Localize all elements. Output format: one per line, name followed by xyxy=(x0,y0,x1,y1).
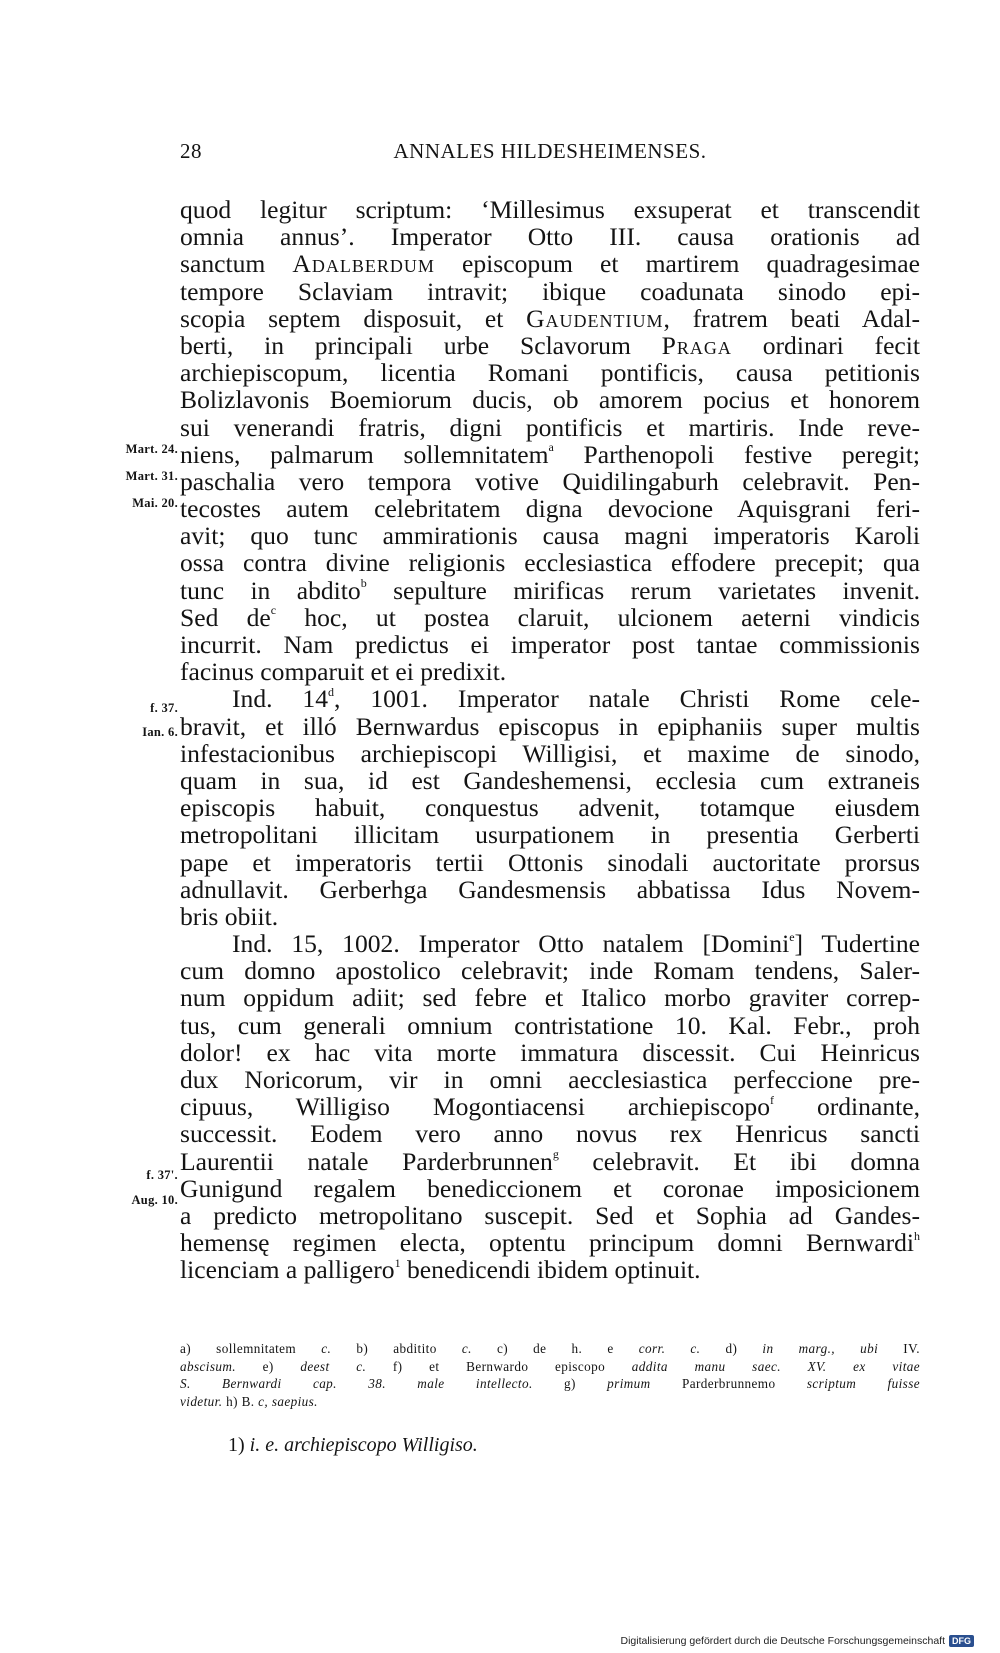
text-line: scopia septem disposuit, et Gaudentium, fratrem beati Adal- xyxy=(180,303,920,333)
margin-date-ian-6: Ian. 6. xyxy=(142,725,178,739)
text-line: Sed $de^c$ hoc, ut postea claruit, ulcionem aeterni vindicis xyxy=(180,602,920,632)
main-text xyxy=(180,196,920,1284)
margin-date-aug-10: Aug. 10. xyxy=(131,1193,178,1207)
text-line: tus, cum generali omnium contristatione 10. Kal. Febr., proh xyxy=(180,1010,920,1040)
text-line: archiepiscopum, licentia Romani pontificis, causa petitionis xyxy=(180,358,920,388)
page-number: 28 xyxy=(180,139,202,163)
apparatus-line: videtur. h) B. c, saepius. xyxy=(180,1393,318,1409)
text-line: avit; quo tunc ammirationis causa magni imperatoris Karoli xyxy=(180,521,920,551)
apparatus-line: S. Bernwardi cap. 38. male intellecto. g) primum Parderbrunnemo scriptum fuisse xyxy=(180,1376,920,1391)
text-line: infestacionibus archiepiscopi Willigisi, et maxime de sinodo, xyxy=(180,738,920,768)
text-line: bris obiit. xyxy=(180,901,279,931)
note-mark: c xyxy=(270,603,277,618)
apparatus-line: a) sollemnitatem c. b) abditito c. c) de h. e corr. c. d) in marg., ubi IV. xyxy=(180,1341,920,1356)
text-line: dolor! ex hac vita morte immatura discessit. Cui Heinricus xyxy=(180,1037,920,1067)
digitization-credit xyxy=(620,1635,974,1647)
margin-date-mart-24: Mart. 24. xyxy=(125,442,178,456)
apparatus-line: abscisum. e) deest c. f) et Bernwardo episcopo addita manu saec. XV. ex vitae xyxy=(180,1358,921,1374)
text-line: tempore Sclaviam intravit; ibique coadunata sinodo epi- xyxy=(180,276,920,306)
note-mark: d xyxy=(328,684,335,699)
text-line: incurrit. Nam predictus ei imperator post tantae commissionis xyxy=(180,630,920,659)
margin-date-mai-20: Mai. 20. xyxy=(132,496,178,510)
text-line: Gunigund regalem benediccionem et coronae imposicionem xyxy=(180,1173,920,1203)
text-line: metropolitani illicitam usurpationem in presentia Gerberti xyxy=(180,820,920,850)
text-line: Ind. 14$^d$, 1001. Imperator natale Christi Rome cele- xyxy=(232,684,921,714)
footnote-text: i. e. archiepiscopo Willigiso. xyxy=(244,1434,478,1456)
note-mark: h xyxy=(914,1228,920,1243)
text-line: ossa contra divine religionis ecclesiastica effodere precepit; qua xyxy=(180,548,920,578)
text-line: niens, palmarum sollemnitatem$^a$ Parthenopoli festive peregit; xyxy=(180,439,920,469)
text-line: facinus comparuit et ei predixit. xyxy=(180,657,507,687)
text-line: hemensę regimen electa, optentu principum domni Bernwardi$^h$ xyxy=(180,1228,920,1258)
text-line: a predicto metropolitano suscepit. Sed et Sophia ad Gandes- xyxy=(180,1200,920,1230)
critical-apparatus xyxy=(180,1340,920,1410)
text-line: berti, in principali urbe Sclavorum Praga ordinari fecit xyxy=(180,330,921,360)
text-line: Ind. 15, 1002. Imperator Otto natalem [Domini$^e$] Tudertine xyxy=(232,929,920,959)
text-line: episcopis habuit, conquestus advenit, totamque eiusdem xyxy=(180,793,920,823)
text-line: paschalia vero tempora votive Quidilingaburh celebravit. Pen- xyxy=(180,466,920,496)
footnote-number: 1) xyxy=(228,1434,245,1456)
text-line: Laurentii natale Parderbrunnen$^g$ celebravit. Et ibi domna xyxy=(180,1146,920,1176)
note-mark: 1 xyxy=(394,1255,401,1270)
text-line: successit. Eodem vero anno novus rex Henricus sancti xyxy=(180,1119,920,1149)
text-line: licenciam a palligero$^1$ benedicendi ibidem optinuit. xyxy=(180,1255,701,1285)
name-gaudentium: Gaudentium xyxy=(526,303,664,333)
note-mark: f xyxy=(770,1092,775,1107)
name-adalberdum: Adalberdum xyxy=(292,249,435,279)
text-line: num oppidum adiit; sed febre et Italico morbo graviter correp- xyxy=(180,983,920,1013)
text-line: pape et imperatoris tertii Ottonis sinodali auctoritate prorsus xyxy=(180,847,920,877)
note-mark: a xyxy=(548,440,554,455)
text-line: cum domno apostolico celebravit; inde Romam tendens, Saler- xyxy=(180,956,920,986)
text-line: omnia annus’. Imperator Otto III. causa orationis ad xyxy=(180,222,920,252)
text-line: cipuus, Willigiso Mogontiacensi archiepiscopo$^f$ ordinante, xyxy=(180,1092,920,1122)
note-mark: g xyxy=(552,1147,559,1162)
dfg-logo-icon: DFG xyxy=(949,1635,974,1647)
text-line: adnullavit. Gerberhga Gandesmensis abbatissa Idus Novem- xyxy=(180,874,920,904)
text-line: sui venerandi fratris, digni pontificis et martiris. Inde reve- xyxy=(180,412,920,442)
text-line: Bolizlavonis Boemiorum ducis, ob amorem pocius et honorem xyxy=(180,385,920,415)
footnote xyxy=(228,1434,478,1457)
text-line: quam in sua, id est Gandeshemensi, ecclesia cum extraneis xyxy=(180,765,920,795)
margin-date-mart-31: Mart. 31. xyxy=(125,469,178,483)
text-line: quod legitur scriptum: ‘Millesimus exsuperat et transcendit xyxy=(180,195,920,224)
text-line: dux Noricorum, vir in omni aecclesiastica perfeccione pre- xyxy=(180,1065,920,1094)
note-mark: b xyxy=(360,576,367,591)
running-title: ANNALES HILDESHEIMENSES. xyxy=(393,139,707,163)
text-line: bravit, et illó Bernwardus episcopus in epiphaniis super multis xyxy=(180,711,920,741)
margin-folio-37: f. 37. xyxy=(150,701,178,715)
margin-folio-37-verso: f. 37'. xyxy=(146,1168,178,1182)
text-line: tunc in abdito$^b$ sepulture mirificas rerum varietates invenit. xyxy=(180,575,920,605)
note-mark: e xyxy=(789,929,795,944)
text-line: tecostes autem celebritatem digna devocione Aquisgrani feri- xyxy=(180,494,920,524)
text-line: sanctum Adalberdum episcopum et martirem quadragesimae xyxy=(180,249,920,279)
name-praga: Praga xyxy=(661,330,732,360)
credit-text: Digitalisierung gefördert durch die Deutsche Forschungsgemeinschaft xyxy=(620,1635,945,1647)
